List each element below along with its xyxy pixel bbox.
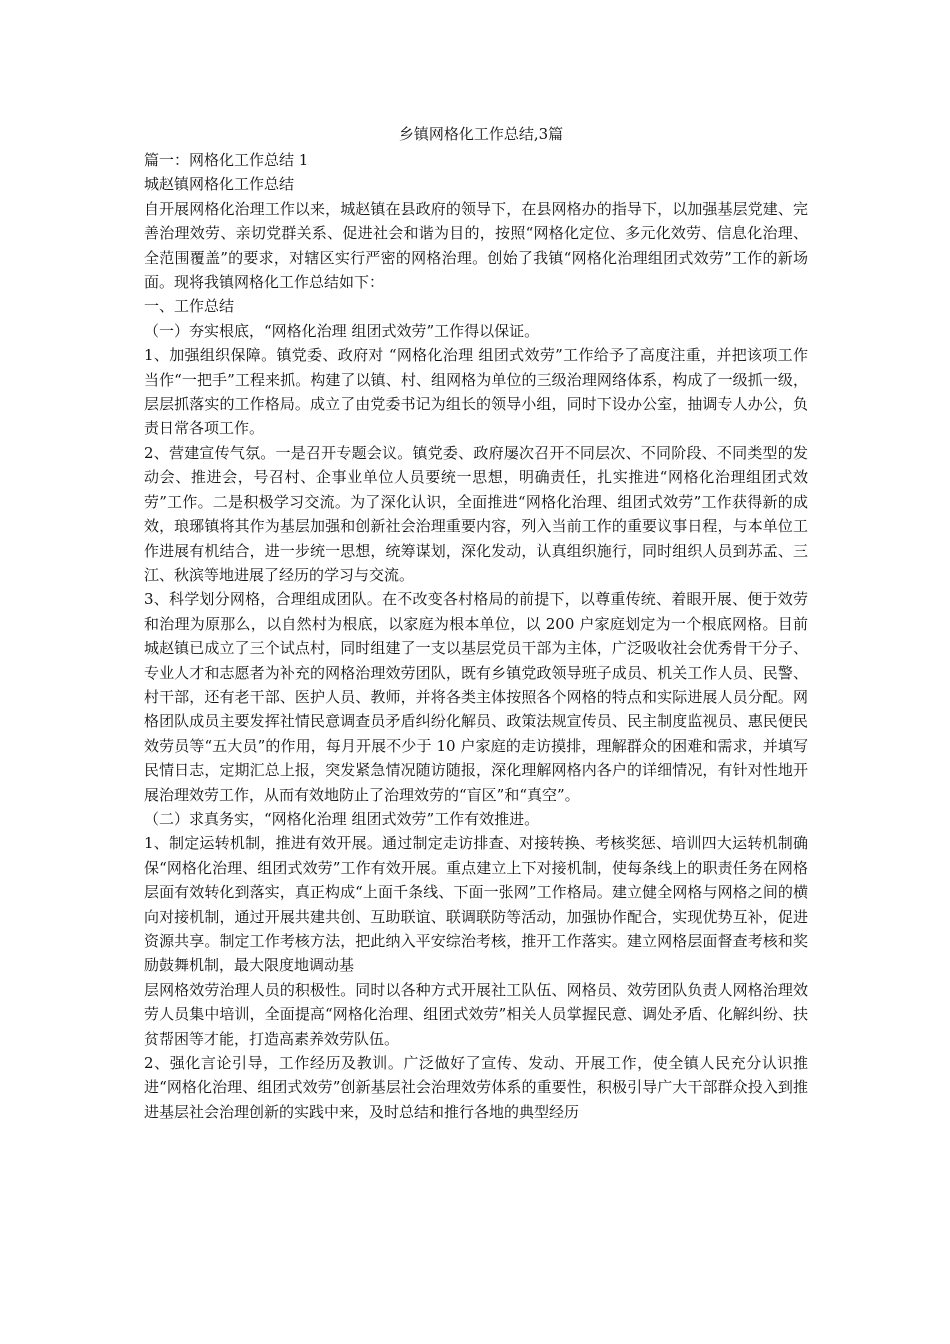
paragraph-1: 1、加强组织保障。镇党委、政府对 “网格化治理 组团式效劳”工作给予了高度注重，并把该项工作当作“一把手”工程来抓。构建了以镇、村、组网格为单位的三级治理网络体系，构成了一级抓一级，层层抓落实的工作格局。成立了由党委书记为组长的领导小组，同时下设办公室，抽调专人办公，负责日常各项工作。 — [144, 346, 808, 438]
paragraph-4: 1、制定运转机制，推进有效开展。通过制定走访排查、对接转换、考核奖惩、培训四大运转机制确保“网格化治理、组团式效劳”工作有效开展。重点建立上下对接机制，使每条线上的职责任务在网格层面有效转化到落实，真正构成“上面千条线、下面一张网”工作格局。建立健全网格与网格之间的横向对接机制，通过开展共建共创、互助联谊、联调联防等活动，加强协作配合，实现优势互补，促进资源共享。制定工作考核方法，把此纳入平安综治考核，推开工作落实。建立网格层面督查考核和奖励鼓舞机制，最大限度地调动基 — [144, 834, 808, 975]
paragraph-5: 层网格效劳治理人员的积极性。同时以各种方式开展社工队伍、网格员、效劳团队负责人网格治理效劳人员集中培训，全面提高“网格化治理、组团式效劳”相关人员掌握民意、调处矛盾、化解纠纷、扶贫帮困等才能，打造高素养效劳队伍。 — [144, 980, 808, 1048]
paragraph-intro: 自开展网格化治理工作以来，城赵镇在县政府的领导下，在县网格办的指导下，以加强基层党建、完善治理效劳、亲切党群关系、促进社会和谐为目的，按照“网格化定位、多元化效劳、信息化治理、全范围覆盖”的要求，对辖区实行严密的网格治理。创始了我镇“网格化治理组团式效劳”工作的新场面。现将我镇网格化工作总结如下： — [144, 199, 808, 292]
subtitle: 城赵镇网格化工作总结 — [144, 175, 295, 194]
paragraph-6: 2、强化言论引导，工作经历及教训。广泛做好了宣传、发动、开展工作，使全镇人民充分认识推进“网格化治理、组团式效劳”创新基层社会治理效劳体系的重要性，积极引导广大干部群众投入到推进基层社会治理创新的实践中来，及时总结和推行各地的典型经历 — [144, 1054, 808, 1121]
subsection-heading-1: （一）夯实根底，“网格化治理 组团式效劳”工作得以保证。 — [144, 321, 540, 340]
section-heading-1: 一、工作总结 — [144, 297, 235, 316]
paragraph-2: 2、营建宣传气氛。一是召开专题会议。镇党委、政府屡次召开不同层次、不同阶段、不同类型的发动会、推进会，号召村、企事业单位人员要统一思想，明确责任，扎实推进“网格化治理组团式效劳”工作。二是积极学习交流。为了深化认识，全面推进“网格化治理、组团式效劳”工作获得新的成效，琅琊镇将其作为基层加强和创新社会治理重要内容，列入当前工作的重要议事日程，与本单位工作进展有机结合，进一步统一思想，统筹谋划，深化发动，认真组织施行，同时组织人员到苏孟、三江、秋滨等地进展了经历的学习与交流。 — [144, 443, 808, 584]
document-title: 乡镇网格化工作总结,3篇 — [398, 125, 564, 143]
paragraph-3: 3、科学划分网格，合理组成团队。在不改变各村格局的前提下，以尊重传统、着眼开展、便于效劳和治理为原那么，以自然村为根底，以家庭为根本单位，以 200 户家庭划定为一个根底网格。目前城赵镇已成立了三个试点村，同时组建了一支以基层党员干部为主体，广泛吸收社会优秀骨干分子、专业人才和志愿者为补充的网格治理效劳团队，既有乡镇党政领导班子成员、机关工作人员、民警、村干部，还有老干部、医护人员、教师，并将各类主体按照各个网格的特点和实际进展人员分配。网格团队成员主要发挥社情民意调查员矛盾纠纷化解员、政策法规宣传员、民主制度监视员、惠民便民效劳员等“五大员”的作用，每月开展不少于 10 户家庭的走访摸排，理解群众的困难和需求，并填写民情日志，定期汇总上报，突发紧急情况随访随报，深化理解网格内各户的详细情况，有针对性地开展治理效劳工作，从而有效地防止了治理效劳的“盲区”和“真空”。 — [144, 590, 808, 804]
document-page — [144, 120, 808, 1124]
heading-part-one: 篇一：网格化工作总结 1 — [144, 151, 309, 169]
subsection-heading-2: （二）求真务实，“网格化治理 组团式效劳”工作有效推进。 — [144, 809, 540, 828]
